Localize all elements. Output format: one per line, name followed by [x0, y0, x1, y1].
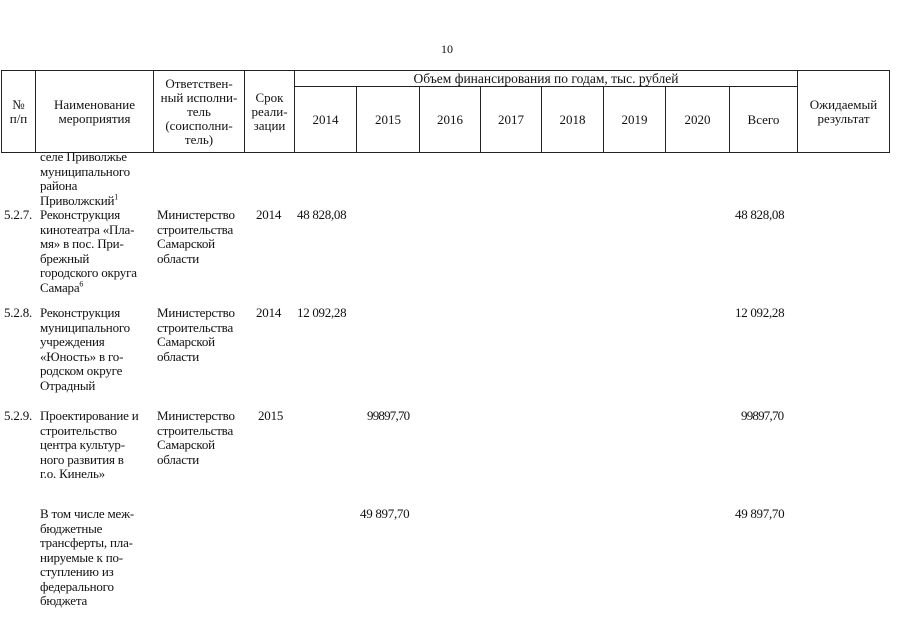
row-total: 12 092,28: [735, 305, 785, 320]
subrow-amount-2015: 49 897,70: [360, 506, 410, 521]
header-year-2014: 2014: [312, 111, 339, 127]
row-term: 2015: [258, 408, 284, 423]
row-amount-2014: 12 092,28: [297, 305, 347, 320]
continuation-text: селе Приволжье муниципального района Приволжский: [40, 149, 130, 208]
row-total: 48 828,08: [735, 207, 785, 222]
header-year-2017: 2017: [498, 111, 524, 127]
row-term: 2014: [256, 207, 282, 222]
header-funding-group: Объем финансирования по годам, тыс. рублей: [413, 70, 679, 86]
header-year-2018: 2018: [559, 111, 586, 127]
header-num: № п/п: [9, 96, 28, 126]
row-name: [40, 208, 155, 295]
header-term: Срок реали- зации: [251, 89, 288, 133]
header-year-2015: 2015: [375, 111, 401, 127]
row-amount-2014: 48 828,08: [297, 207, 347, 222]
subrow-total: 49 897,70: [735, 506, 785, 521]
header-year-2016: 2016: [437, 111, 463, 127]
footnote-mark: 6: [79, 279, 84, 289]
row-number: 5.2.7.: [4, 207, 33, 222]
header-name: Наименование мероприятия: [54, 96, 135, 126]
header-year-2020: 2020: [684, 111, 711, 127]
header-result: Ожидаемый результат: [809, 96, 878, 126]
header-year-2019: 2019: [621, 111, 648, 127]
row-total: 99897,70: [741, 408, 784, 423]
page-number: 10: [441, 42, 453, 56]
footnote-mark: 1: [114, 192, 119, 202]
row-responsible: Министерство строительства Самарской области: [157, 207, 235, 266]
row-number: 5.2.9.: [4, 408, 33, 423]
row-responsible: Министерство строительства Самарской области: [157, 305, 235, 364]
row-term: 2014: [256, 305, 282, 320]
subrow-name: В том числе меж- бюджетные трансферты, пла- нируемые к по- ступлению из федерального бюджета: [40, 506, 135, 608]
row-responsible: Министерство строительства Самарской области: [157, 408, 235, 467]
continuation-name: [40, 150, 155, 208]
header-total: Всего: [747, 111, 780, 127]
row-name-text: Реконструкция кинотеатра «Пла- мя» в пос. При- брежный городского округа Самара: [40, 207, 137, 295]
header-responsible: Ответствен- ный исполни- тель (соисполни- тель): [160, 75, 238, 147]
row-number: 5.2.8.: [4, 305, 33, 320]
row-name: Проектирование и строительство центра культур- ного развития в г.о. Кинель»: [40, 408, 139, 481]
row-amount-2015: 99897,70: [367, 408, 410, 423]
row-name: Реконструкция муниципального учреждения «Юность» в го- родском округе Отрадный: [40, 305, 130, 393]
